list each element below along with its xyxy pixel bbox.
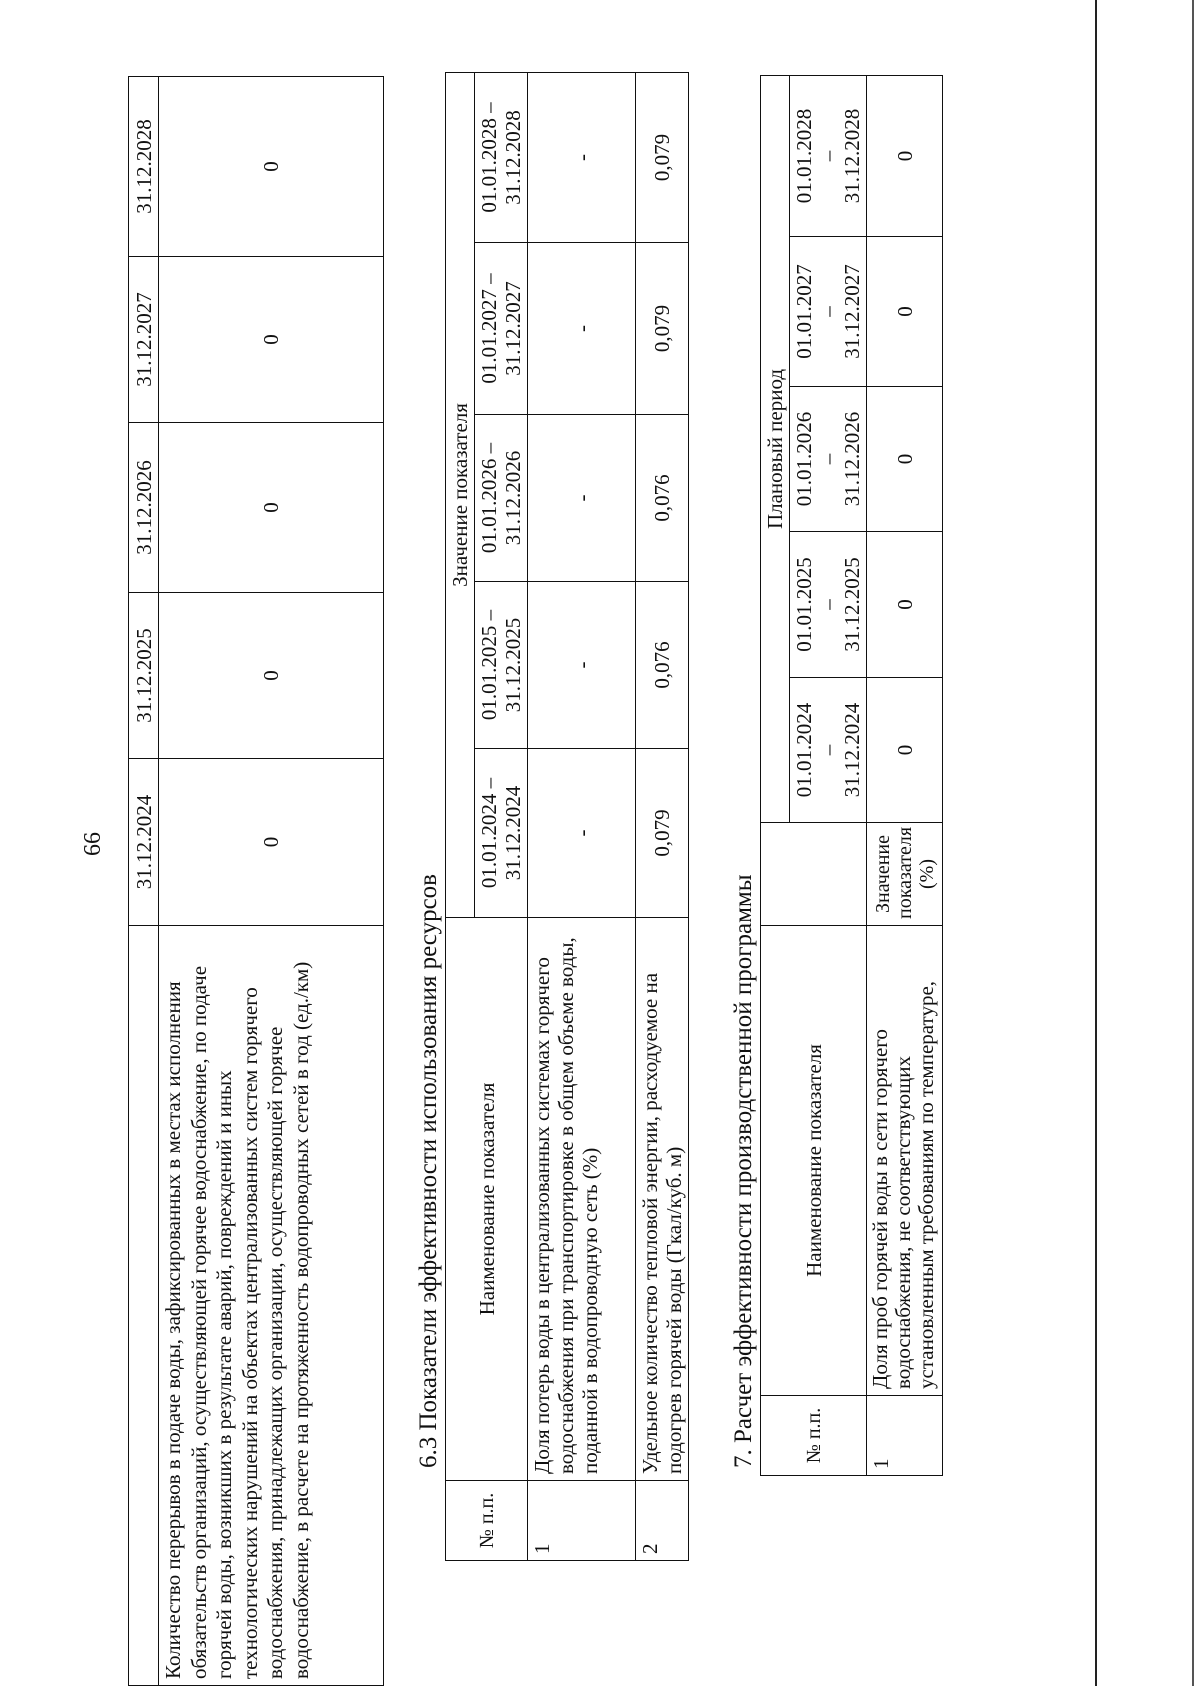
value-cell: 0 xyxy=(867,678,943,823)
indicator-name: Удельное количество тепловой энергии, расходуемое на подогрев горячей воды (Гкал/куб. м) xyxy=(636,918,689,1481)
value-cell: - xyxy=(528,72,636,242)
table-row xyxy=(636,72,689,1560)
header-empty-cell xyxy=(761,823,867,926)
period-header xyxy=(790,532,867,678)
section-6-3-title: 6.3 Показатели эффективности использования ресурсов xyxy=(415,874,442,1468)
period-from: 01.01.2027 xyxy=(792,264,816,359)
period-header xyxy=(790,678,867,823)
page-edge-top xyxy=(1095,0,1097,1686)
period-from: 01.01.2025 xyxy=(792,557,816,652)
period-to: 31.12.2025 xyxy=(840,557,864,652)
table-row xyxy=(159,77,384,1686)
row-number: 1 xyxy=(867,1396,943,1476)
table-row xyxy=(528,72,636,1560)
group-header: Значение показателя xyxy=(446,72,475,917)
period-to: 31.12.2024 xyxy=(840,702,864,798)
resource-efficiency-table xyxy=(445,72,689,1561)
value-cell: 0 xyxy=(159,759,384,926)
period-header xyxy=(790,75,867,236)
value-cell: 0,079 xyxy=(636,749,689,918)
period-header: 01.01.2026 – 31.12.2026 xyxy=(475,415,528,582)
header-empty-cell xyxy=(129,926,159,1686)
value-cell: 0 xyxy=(867,532,943,678)
period-header: 01.01.2024 – 31.12.2024 xyxy=(475,749,528,918)
value-cell: 0 xyxy=(159,423,384,593)
date-header: 31.12.2026 xyxy=(129,423,159,593)
col-number-header: № п.п. xyxy=(761,1396,867,1476)
value-cell: 0 xyxy=(159,77,384,257)
value-cell: 0 xyxy=(867,75,943,236)
date-header: 31.12.2024 xyxy=(129,759,159,926)
date-header: 31.12.2027 xyxy=(129,257,159,423)
col-name-header: Наименование показателя xyxy=(761,926,867,1396)
indicator-name: Доля проб горячей воды в сети горячего водоснабжения, не соответствующих установленным требованиям по температуре, xyxy=(867,926,943,1396)
table-header-row xyxy=(446,72,475,1560)
value-cell: - xyxy=(528,415,636,582)
date-header: 31.12.2025 xyxy=(129,593,159,759)
period-dash: – xyxy=(816,599,840,610)
period-from: 01.01.2026 xyxy=(792,411,816,507)
period-dash: – xyxy=(816,306,840,317)
period-header xyxy=(790,237,867,387)
value-cell: 0,076 xyxy=(636,582,689,749)
group-header: Плановый период xyxy=(761,75,790,822)
period-dash: – xyxy=(816,150,840,162)
period-header: 01.01.2025 – 31.12.2025 xyxy=(475,582,528,749)
value-cell: 0 xyxy=(867,387,943,532)
value-cell: 0,079 xyxy=(636,72,689,242)
table-header-row xyxy=(761,75,790,1475)
value-cell: 0 xyxy=(159,593,384,759)
interruptions-table xyxy=(128,76,384,1686)
value-cell: 0 xyxy=(867,237,943,387)
period-header: 01.01.2028 – 31.12.2028 xyxy=(475,72,528,242)
page-number: 66 xyxy=(80,832,106,856)
value-cell: 0 xyxy=(159,257,384,423)
period-from: 01.01.2028 xyxy=(792,108,816,204)
page-edge-bottom xyxy=(1192,0,1194,1686)
value-unit-header: Значение показателя (%) xyxy=(867,823,943,926)
table-row xyxy=(867,75,943,1475)
program-efficiency-table xyxy=(760,75,943,1476)
value-cell: - xyxy=(528,243,636,415)
period-to: 31.12.2027 xyxy=(840,264,864,359)
value-cell: - xyxy=(528,749,636,918)
indicator-name: Доля потерь воды в централизованных системах горячего водоснабжения при транспортировке в общем объеме воды, поданной в водопроводную сеть (%) xyxy=(528,918,636,1481)
date-header: 31.12.2028 xyxy=(129,77,159,257)
value-cell: 0,079 xyxy=(636,243,689,415)
col-name-header: Наименование показателя xyxy=(446,918,528,1481)
col-number-header: № п.п. xyxy=(446,1481,528,1561)
table-header-row xyxy=(129,77,159,1686)
period-header xyxy=(790,387,867,532)
period-to: 31.12.2026 xyxy=(840,411,864,507)
section-7-title: 7. Расчет эффективности производственной программы xyxy=(730,874,757,1468)
period-from: 01.01.2024 xyxy=(792,702,816,798)
indicator-name: Количество перерывов в подаче воды, зафиксированных в местах исполнения обязательств организаций, осуществляющей горячее водоснабжение, по подаче горячей воды, возникших в результате аварий, повреждений и иных технологических нарушений на объектах централизованных систем горячего водоснабжения, принадлежащих организации, осуществляющей горячее водоснабжение, в расчете на протяженность водопроводных сетей в год (ед./км) xyxy=(159,926,384,1686)
period-to: 31.12.2028 xyxy=(840,108,864,204)
row-number: 2 xyxy=(636,1481,689,1561)
period-header: 01.01.2027 – 31.12.2027 xyxy=(475,243,528,415)
period-dash: – xyxy=(816,744,840,756)
period-dash: – xyxy=(816,453,840,465)
value-cell: 0,076 xyxy=(636,415,689,582)
row-number: 1 xyxy=(528,1481,636,1561)
value-cell: - xyxy=(528,582,636,749)
